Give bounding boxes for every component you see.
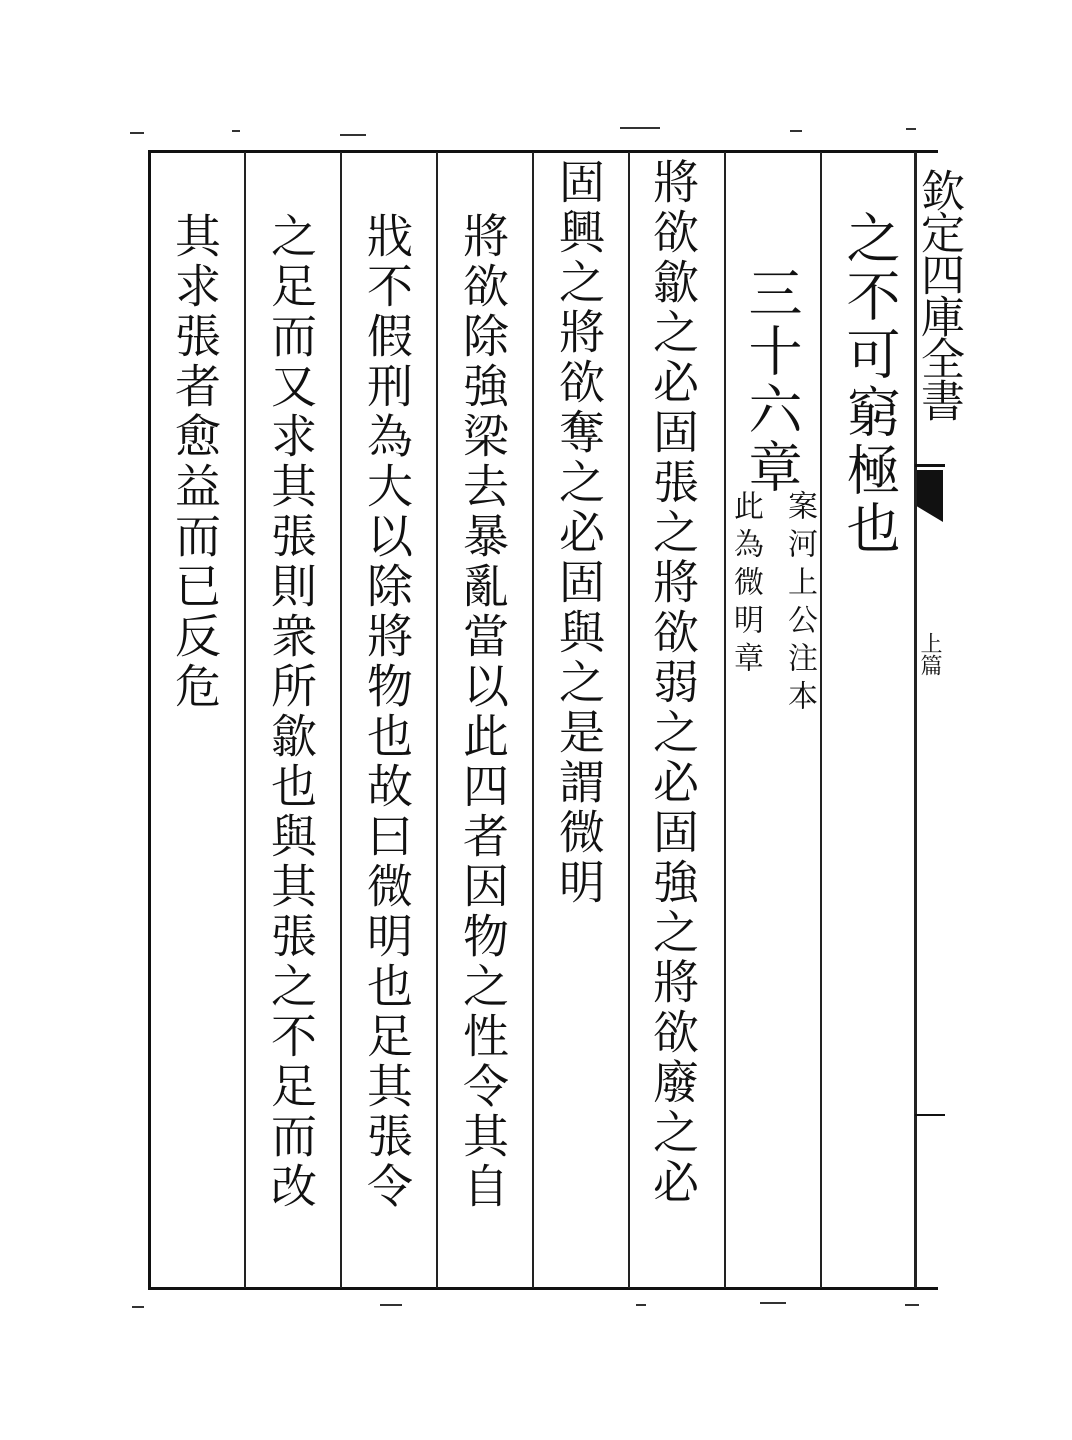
text-column-4: 固興之將欲奪之必固與之是謂微明 bbox=[552, 158, 606, 908]
scan-mark bbox=[790, 130, 802, 132]
scan-mark bbox=[130, 132, 144, 134]
scan-mark bbox=[620, 127, 660, 129]
commentary-column-2: 戕不假刑為大以除將物也故曰微明也足其張令 bbox=[360, 212, 414, 1212]
scan-mark bbox=[232, 130, 240, 132]
text-column-3: 將欲歙之必固張之將欲弱之必固強之將欲廢之必 bbox=[646, 158, 700, 1208]
book-title: 欽定四庫全書 bbox=[913, 168, 964, 420]
fishtail-rule bbox=[915, 464, 945, 467]
column-rule bbox=[820, 152, 822, 1288]
column-rule bbox=[340, 152, 342, 1288]
column-rule bbox=[628, 152, 630, 1288]
commentary-column-1: 將欲除強梁去暴亂當以此四者因物之性令其自 bbox=[456, 212, 510, 1212]
scan-mark bbox=[132, 1306, 144, 1308]
scan-mark bbox=[636, 1304, 646, 1306]
column-rule bbox=[244, 152, 246, 1288]
column-rule bbox=[532, 152, 534, 1288]
scan-mark bbox=[380, 1304, 402, 1306]
chapter-heading: 三十六章 bbox=[740, 265, 803, 497]
scan-mark bbox=[906, 128, 916, 130]
annotation-line-2: 此為微明章 bbox=[728, 490, 763, 680]
scan-mark bbox=[905, 1304, 919, 1306]
scan-mark bbox=[340, 134, 366, 136]
scan-mark bbox=[760, 1302, 786, 1304]
column-rule bbox=[724, 152, 726, 1288]
text-column-1: 之不可窮極也 bbox=[838, 210, 901, 558]
annotation-line-1: 案河上公注本 bbox=[782, 490, 817, 718]
margin-tick bbox=[915, 1114, 945, 1116]
commentary-column-4: 其求張者愈益而已反危 bbox=[168, 212, 222, 712]
section-label: 上篇 bbox=[917, 632, 942, 676]
commentary-column-3: 之足而又求其張則衆所歙也與其張之不足而改 bbox=[264, 212, 318, 1212]
column-rule bbox=[436, 152, 438, 1288]
